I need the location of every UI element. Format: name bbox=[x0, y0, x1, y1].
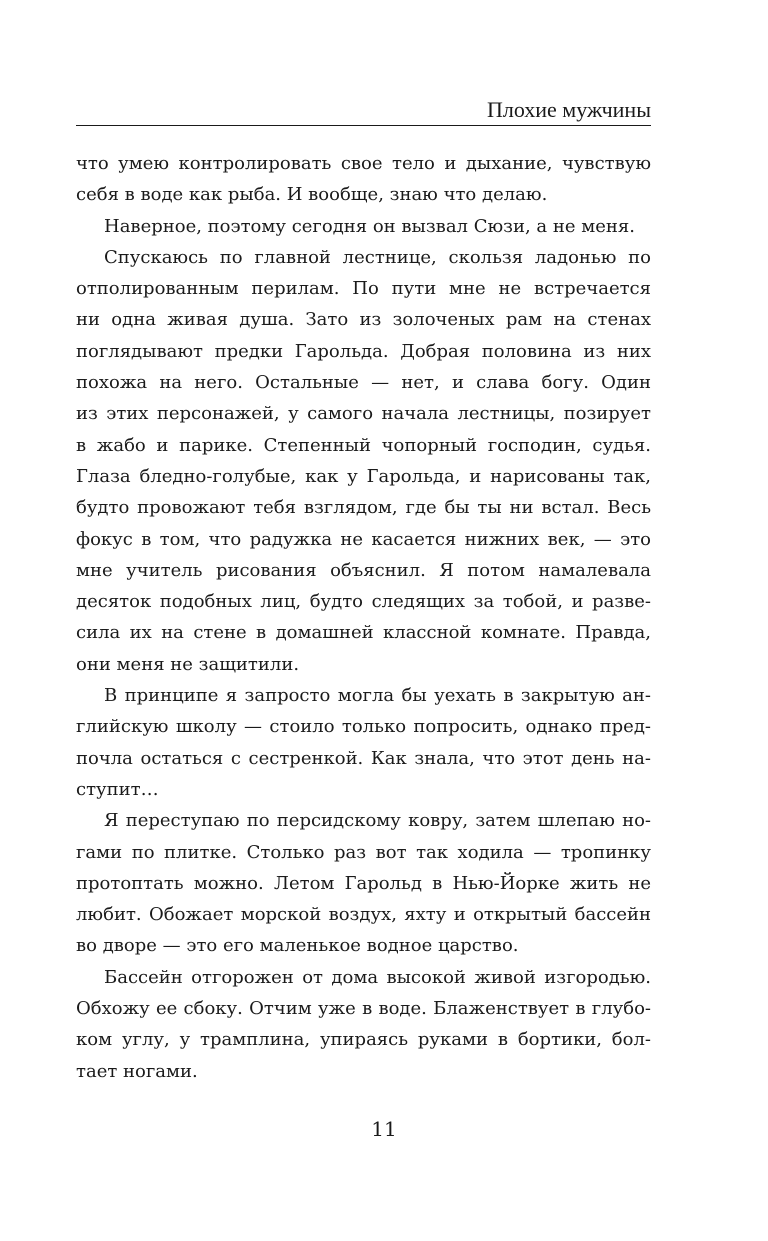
text-line: мне учитель рисования объяснил. Я потом намалевала bbox=[76, 559, 651, 581]
text-line: будто провожают тебя взглядом, где бы ты ни встал. Весь bbox=[76, 497, 651, 519]
header-rule bbox=[76, 125, 651, 126]
text-line: сила их на стене в домашней классной комнате. Правда, bbox=[76, 622, 651, 644]
text-line: почла остаться с сестренкой. Как знала, что этот день на- bbox=[76, 747, 651, 769]
text-line: ступит… bbox=[76, 778, 159, 800]
text-line: во дворе — это его маленькое водное царство. bbox=[76, 935, 519, 957]
text-line: Спускаюсь по главной лестнице, скользя ладонью по bbox=[104, 246, 651, 268]
page-number: 11 bbox=[371, 1117, 397, 1141]
running-header: Плохие мужчины bbox=[486, 97, 651, 122]
text-line: Глаза бледно-голубые, как у Гарольда, и нарисованы так, bbox=[76, 465, 651, 487]
text-line: В принципе я запросто могла бы уехать в закрытую ан- bbox=[104, 685, 651, 707]
text-line: ком углу, у трамплина, упираясь руками в бортики, бол- bbox=[76, 1029, 651, 1051]
text-line: из этих персонажей, у самого начала лестницы, позирует bbox=[76, 403, 651, 425]
text-line: Я переступаю по персидскому ковру, затем шлепаю но- bbox=[104, 810, 651, 832]
text-line: ни одна живая душа. Зато из золоченых рам на стенах bbox=[76, 309, 651, 331]
text-line: Бассейн отгорожен от дома высокой живой изгородью. bbox=[104, 966, 651, 988]
text-line: себя в воде как рыба. И вообще, знаю что делаю. bbox=[76, 184, 548, 206]
text-line: Обхожу ее сбоку. Отчим уже в воде. Блаженствует в глубо- bbox=[76, 998, 651, 1020]
text-line: они меня не защитили. bbox=[76, 653, 300, 675]
text-line: протоптать можно. Летом Гарольд в Нью-Йорке жить не bbox=[76, 872, 651, 894]
text-line: десяток подобных лиц, будто следящих за тобой, и разве- bbox=[76, 591, 651, 613]
text-line: в жабо и парике. Степенный чопорный господин, судья. bbox=[76, 434, 651, 456]
text-line: тает ногами. bbox=[76, 1060, 198, 1082]
text-line: Наверное, поэтому сегодня он вызвал Сюзи, а не меня. bbox=[104, 215, 635, 237]
text-line: фокус в том, что радужка не касается нижних век, — это bbox=[76, 528, 651, 550]
text-line: поглядывают предки Гарольда. Добрая половина из них bbox=[76, 340, 651, 362]
text-line: гами по плитке. Столько раз вот так ходила — тропинку bbox=[76, 841, 651, 863]
body-text bbox=[76, 148, 651, 1087]
text-line: любит. Обожает морской воздух, яхту и открытый бассейн bbox=[76, 904, 651, 926]
text-line: похожа на него. Остальные — нет, и слава богу. Один bbox=[76, 372, 651, 394]
text-line: что умею контролировать свое тело и дыхание, чувствую bbox=[76, 153, 651, 174]
text-line: глийскую школу — стоило только попросить, однако пред- bbox=[76, 716, 651, 738]
text-line: отполированным перилам. По пути мне не встречается bbox=[76, 278, 651, 300]
